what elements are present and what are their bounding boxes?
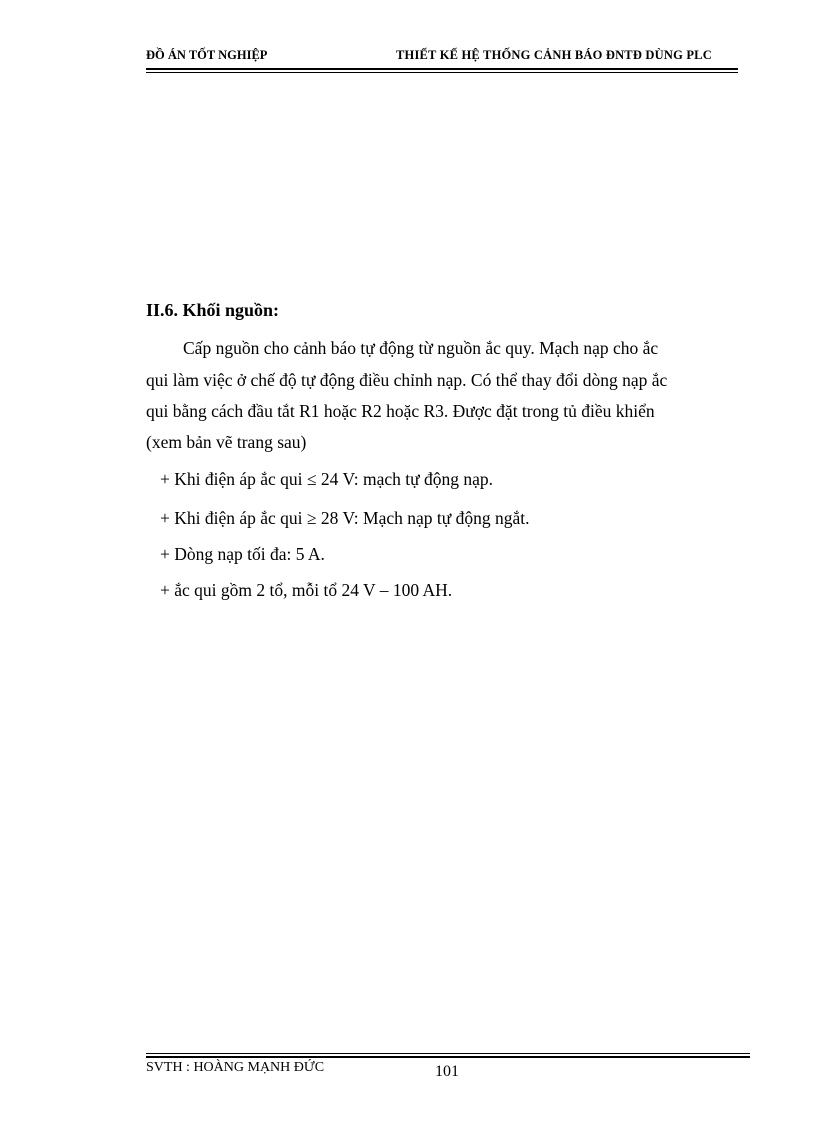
header-title: THIẾT KẾ HỆ THỐNG CẢNH BÁO ĐNTĐ DÙNG PLC	[396, 48, 712, 62]
header-divider	[146, 68, 738, 70]
paragraph-line: qui làm việc ở chế độ tự động điều chỉnh nạp. Có thể thay đổi dòng nạp ắc	[146, 370, 668, 390]
page-number: 101	[435, 1063, 459, 1080]
header-thesis-label: ĐỒ ÁN TỐT NGHIỆP	[146, 48, 268, 62]
footer-divider	[146, 1056, 750, 1058]
bullet-item: + Khi điện áp ắc qui ≤ 24 V: mạch tự động nạp.	[160, 469, 494, 489]
bullet-item: + Dòng nạp tối đa: 5 A.	[160, 544, 325, 564]
footer-divider-thin	[146, 1053, 750, 1054]
paragraph-line: (xem bản vẽ trang sau)	[146, 432, 307, 452]
footer-author: SVTH : HOÀNG MẠNH ĐỨC	[146, 1060, 325, 1075]
bullet-item: + ắc qui gồm 2 tổ, mỗi tổ 24 V – 100 AH.	[160, 580, 453, 600]
bullet-item: + Khi điện áp ắc qui ≥ 28 V: Mạch nạp tự động ngắt.	[160, 508, 530, 528]
paragraph-line: qui bằng cách đầu tắt R1 hoặc R2 hoặc R3. Được đặt trong tủ điều khiển	[146, 401, 655, 421]
header-divider-thin	[146, 72, 738, 73]
section-heading: II.6. Khối nguồn:	[146, 300, 280, 320]
paragraph-line: Cấp nguồn cho cảnh báo tự động từ nguồn ắc quy. Mạch nạp cho ắc	[183, 338, 659, 358]
